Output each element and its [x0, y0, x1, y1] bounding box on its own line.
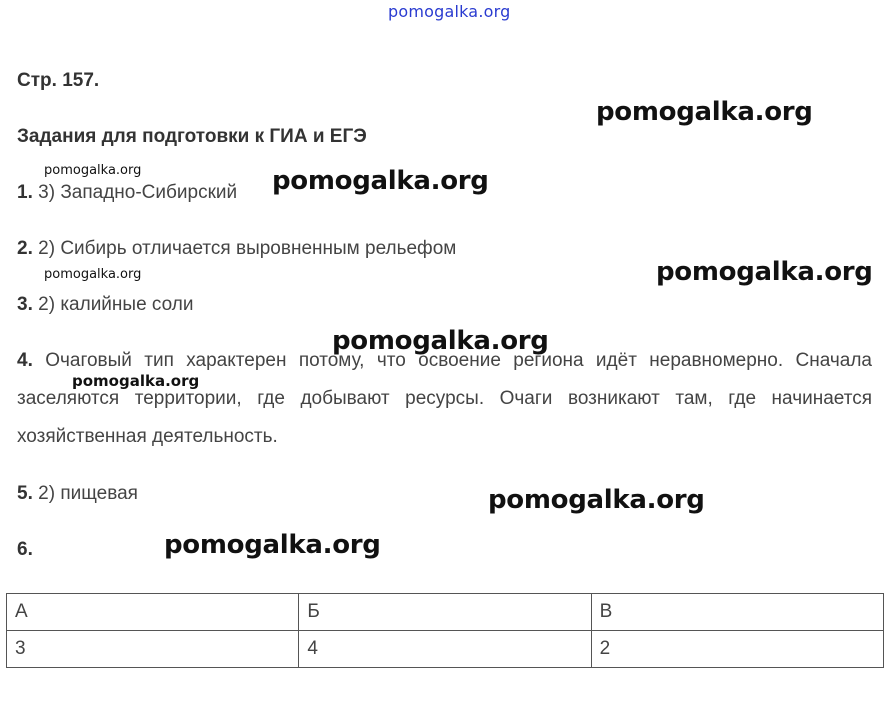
table-header-cell: Б: [299, 594, 591, 631]
top-watermark: pomogalka.org: [388, 2, 511, 21]
answer-number: 1.: [17, 182, 33, 203]
watermark: pomogalka.org: [44, 267, 142, 282]
answer-1: [17, 182, 237, 204]
answer-number: 2.: [17, 238, 33, 259]
table-cell: 4: [299, 631, 591, 668]
table-header-cell: А: [7, 594, 299, 631]
answer-4: [17, 342, 872, 456]
watermark: pomogalka.org: [332, 326, 549, 356]
answer-2: [17, 238, 456, 260]
answer-text: 2) калийные соли: [38, 294, 194, 315]
watermark: pomogalka.org: [272, 166, 489, 196]
table-cell: 3: [7, 631, 299, 668]
answer-text: 2) пищевая: [38, 483, 138, 504]
answer-number: 6.: [17, 539, 33, 560]
answer-text: 2) Сибирь отличается выровненным рельефом: [38, 238, 457, 259]
answer-5: [17, 483, 138, 505]
answer-number: 3.: [17, 294, 33, 315]
table-row: [7, 631, 884, 668]
answer-text: Очаговый тип характерен потому, что освоение региона идёт неравномерно. Сначала заселяются территории, где добывают ресурсы. Очаги возникают там, где начинается хозяйственная деятельность.: [17, 350, 872, 447]
answer-6: [17, 539, 33, 561]
table-header-cell: В: [591, 594, 883, 631]
watermark: pomogalka.org: [656, 257, 873, 287]
section-title: Задания для подготовки к ГИА и ЕГЭ: [17, 126, 367, 147]
table-header-row: [7, 594, 884, 631]
answer-table: [6, 593, 884, 668]
watermark: pomogalka.org: [44, 163, 142, 178]
answer-number: 4.: [17, 350, 33, 371]
watermark: pomogalka.org: [72, 372, 200, 390]
watermark: pomogalka.org: [596, 97, 813, 127]
watermark: pomogalka.org: [164, 530, 381, 560]
table-cell: 2: [591, 631, 883, 668]
answer-number: 5.: [17, 483, 33, 504]
answer-text: 3) Западно-Сибирский: [38, 182, 238, 203]
page-reference: Стр. 157.: [17, 70, 100, 91]
watermark: pomogalka.org: [488, 485, 705, 515]
answer-3: [17, 294, 193, 316]
